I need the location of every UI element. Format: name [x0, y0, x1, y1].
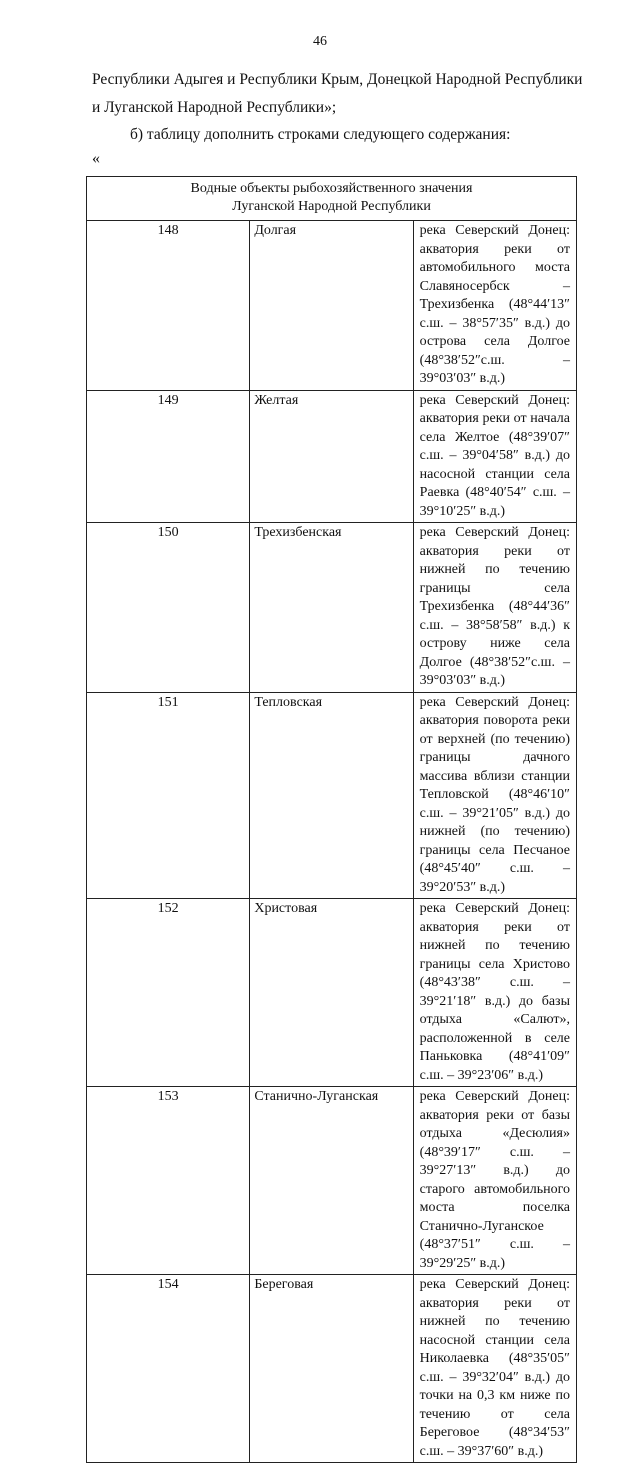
water-body-name: Долгая [250, 221, 413, 391]
row-number: 148 [87, 221, 250, 391]
row-number: 152 [87, 899, 250, 1087]
paragraph-line-1: Республики Адыгея и Республики Крым, Донецкой Народной Республики [92, 71, 583, 88]
water-body-description: река Северский Донец: акватория реки от автомобильного моста Славяносербск – Трехизбенка (48°44′13″ с.ш. – 38°57′35″ в.д.) до острова села Долгое (48°38′52″с.ш. – 39°03′03″ в.д.) [413, 221, 576, 391]
water-body-description: река Северский Донец: акватория реки от нижней по течению границы села Христово (48°43′38″ с.ш. – 39°21′18″ в.д.) до базы отдыха «Салют», расположенной в селе Паньковка (48°41′09″ с.ш. – 39°23′06″ в.д.) [413, 899, 576, 1087]
water-body-description: река Северский Донец: акватория реки от нижней по течению насосной станции села Николаевка (48°35′05″ с.ш. – 39°32′04″ в.д.) до точки на 0,3 км ниже по течению от села Береговое (48°34′53″ с.ш. – 39°37′60″ в.д.) [413, 1275, 576, 1463]
row-number: 149 [87, 390, 250, 523]
table-row [87, 1087, 577, 1275]
water-body-description: река Северский Донец: акватория реки от начала села Желтое (48°39′07″ с.ш. – 39°04′58″ в.д.) до насосной станции села Раевка (48°40′54″ с.ш. – 39°10′25″ в.д.) [413, 390, 576, 523]
row-number: 153 [87, 1087, 250, 1275]
table-header-row [87, 177, 577, 221]
table-row [87, 221, 577, 391]
table-header-line-2: Луганской Народной Республики [232, 199, 431, 214]
opening-quote-mark: « [92, 150, 100, 167]
row-number: 151 [87, 692, 250, 899]
water-body-description: река Северский Донец: акватория реки от нижней по течению границы села Трехизбенка (48°44′36″ с.ш. – 38°58′58″ в.д.) к острову ниже села Долгое (48°38′52″с.ш. – 39°03′03″ в.д.) [413, 523, 576, 693]
table-header-line-1: Водные объекты рыбохозяйственного значения [190, 181, 473, 196]
water-body-name: Береговая [250, 1275, 413, 1463]
table-row [87, 692, 577, 899]
fishery-water-bodies-table [86, 176, 577, 1463]
table-header [87, 177, 577, 221]
water-body-name: Желтая [250, 390, 413, 523]
page-number: 46 [313, 34, 327, 49]
table-row [87, 390, 577, 523]
water-body-name: Трехизбенская [250, 523, 413, 693]
water-body-name: Станично-Луганская [250, 1087, 413, 1275]
water-body-name: Христовая [250, 899, 413, 1087]
row-number: 154 [87, 1275, 250, 1463]
water-body-name: Тепловская [250, 692, 413, 899]
table-row [87, 1275, 577, 1463]
table-row [87, 523, 577, 693]
table-row [87, 899, 577, 1087]
paragraph-line-2: и Луганской Народной Республики»; [92, 99, 337, 116]
water-body-description: река Северский Донец: акватория поворота реки от верхней (по течению) границы дачного массива вблизи станции Тепловской (48°46′10″ с.ш. – 39°21′05″ в.д.) до нижней (по течению) границы села Песчаное (48°45′40″ с.ш. – 39°20′53″ в.д.) [413, 692, 576, 899]
row-number: 150 [87, 523, 250, 693]
paragraph-line-3: б) таблицу дополнить строками следующего содержания: [130, 126, 511, 143]
water-body-description: река Северский Донец: акватория реки от базы отдыха «Десюлия» (48°39′17″ с.ш. – 39°27′13″ в.д.) до старого автомобильного моста поселка Станично-Луганское (48°37′51″ с.ш. – 39°29′25″ в.д.) [413, 1087, 576, 1275]
